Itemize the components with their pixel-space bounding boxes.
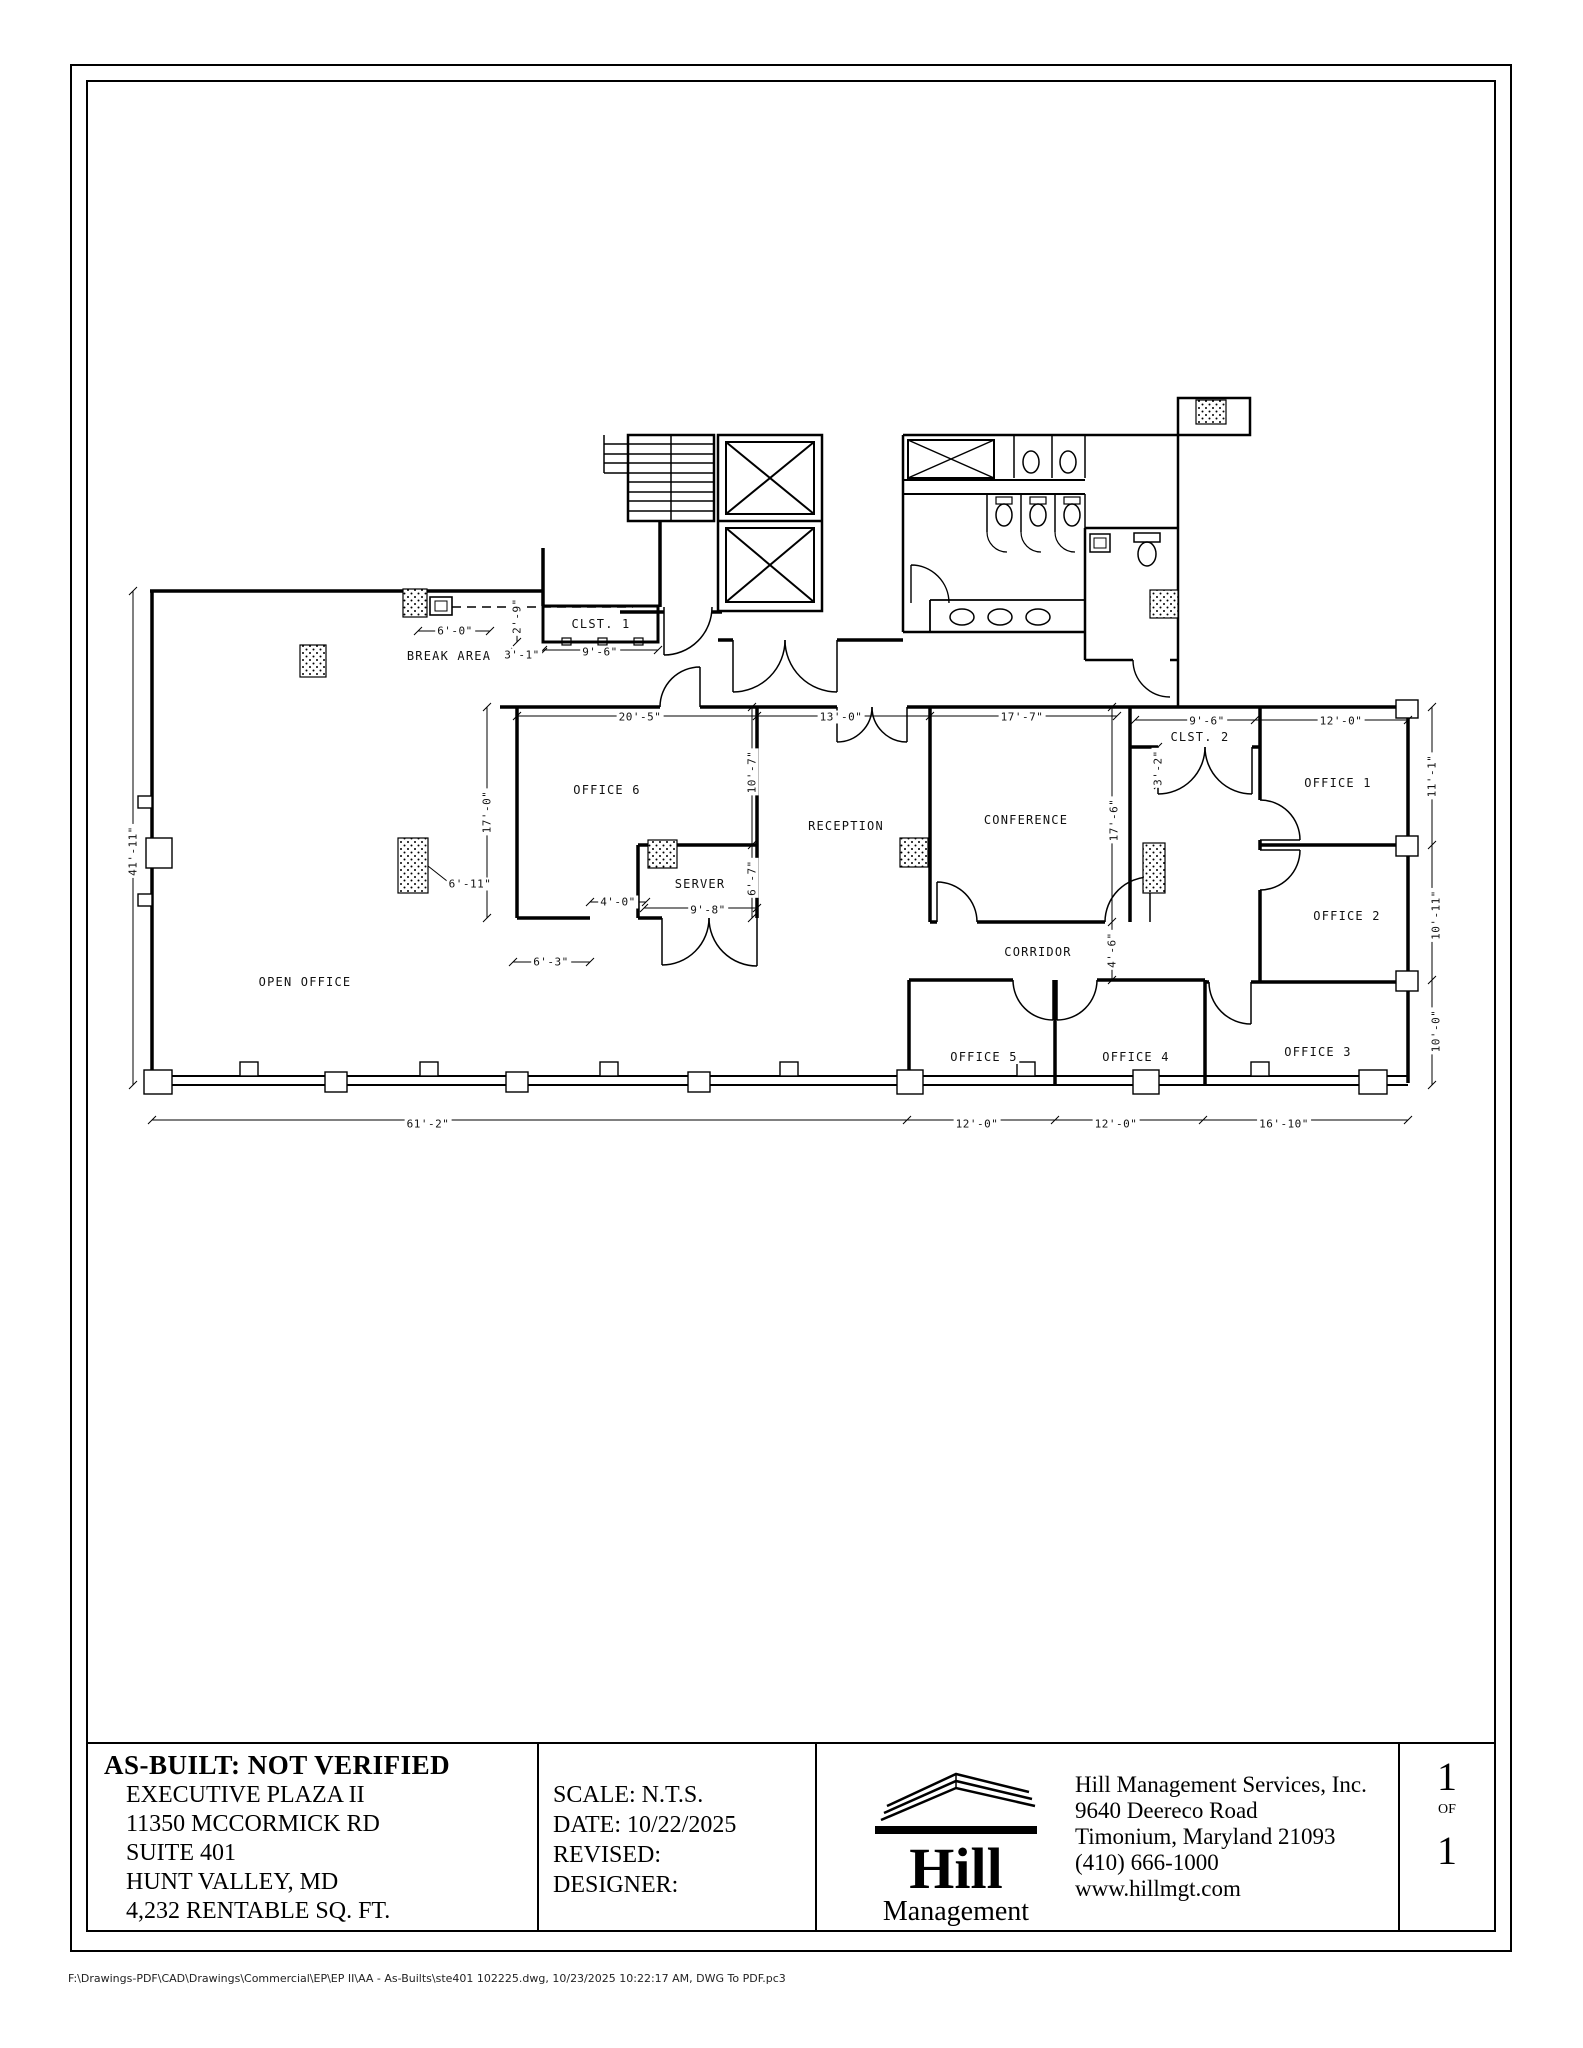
- suite-number: SUITE 401: [126, 1840, 236, 1866]
- room-label: CORRIDOR: [1004, 945, 1072, 959]
- dim-label: 4'-0": [600, 895, 636, 909]
- dim-label: 4'-6": [1105, 932, 1119, 968]
- room-label: OFFICE 2: [1313, 909, 1381, 923]
- dim-label: 11'-1": [1425, 754, 1439, 798]
- dim-label: 10'-11": [1429, 890, 1443, 940]
- revised-label: REVISED:: [553, 1842, 661, 1868]
- sheet-number: 1: [1437, 1754, 1457, 1799]
- stair-core: [604, 435, 714, 521]
- dim-label: 2'-9": [510, 598, 524, 634]
- dim-label: 17'-0": [480, 790, 494, 834]
- dim-label: 12'-0": [1319, 714, 1363, 728]
- room-label: BREAK AREA: [406, 649, 492, 663]
- company-address: 9640 Deereco Road: [1075, 1798, 1258, 1823]
- room-label: SERVER: [674, 877, 726, 891]
- dim-label: 17'-6": [1107, 798, 1121, 842]
- as-built-status: AS-BUILT: NOT VERIFIED: [104, 1750, 451, 1780]
- hill-management-logo: [853, 1750, 1063, 1928]
- title-block-company: [815, 1744, 1398, 1932]
- room-label: CONFERENCE: [983, 813, 1069, 827]
- sheet-number-block: [1398, 1744, 1494, 1932]
- designer-label: DESIGNER:: [553, 1872, 679, 1898]
- scale-label: SCALE: N.T.S.: [553, 1782, 704, 1808]
- restrooms: [903, 398, 1250, 707]
- room-label: OFFICE 3: [1284, 1045, 1352, 1059]
- dim-label: 41'-11": [126, 826, 140, 876]
- svg-text:Management: Management: [882, 1896, 1030, 1927]
- title-block-project: [86, 1744, 537, 1932]
- date-label: DATE: 10/22/2025: [553, 1812, 737, 1838]
- wall-columns: [138, 700, 1418, 1094]
- dim-label: 61'-2": [406, 1117, 450, 1131]
- dim-label: 10'-7": [745, 750, 759, 794]
- dim-label: 17'-7": [1000, 710, 1044, 724]
- dim-label: 3'-1": [504, 648, 540, 662]
- room-label: CLST. 2: [1170, 730, 1230, 744]
- plot-file-path: F:\Drawings-PDF\CAD\Drawings\Commercial\EP\EP II\AA - As-Builts\ste401 102225.dwg, 10/23/2025 10:22:17 AM, DWG To PDF.pc3: [68, 1972, 786, 1985]
- company-info: [1075, 1772, 1367, 1902]
- dim-label: 9'-6": [1189, 714, 1225, 728]
- dim-label: 10'-0": [1429, 1009, 1443, 1053]
- sheet-of-label: OF: [1438, 1802, 1456, 1817]
- walls: [150, 521, 1408, 1085]
- city-state: HUNT VALLEY, MD: [126, 1869, 339, 1895]
- columns-hatched: [300, 400, 1226, 893]
- dim-label: 12'-0": [955, 1117, 999, 1131]
- room-label: OFFICE 4: [1102, 1050, 1170, 1064]
- dim-label: 6'-3": [533, 955, 569, 969]
- dim-label: 6'-0": [437, 624, 473, 638]
- dim-label: 12'-0": [1094, 1117, 1138, 1131]
- title-block-meta: [537, 1744, 815, 1932]
- sheet-total: 1: [1437, 1828, 1457, 1873]
- building-name: EXECUTIVE PLAZA II: [126, 1782, 365, 1808]
- dim-label: 6'-7": [745, 860, 759, 896]
- company-phone: (410) 666-1000: [1075, 1850, 1219, 1875]
- room-label: OFFICE 6: [573, 783, 641, 797]
- street-address: 11350 MCCORMICK RD: [126, 1811, 380, 1837]
- company-city: Timonium, Maryland 21093: [1075, 1824, 1336, 1849]
- company-name: Hill Management Services, Inc.: [1075, 1772, 1367, 1797]
- room-label: OFFICE 5: [950, 1050, 1018, 1064]
- dim-label: 16'-10": [1259, 1117, 1309, 1131]
- room-label: CLST. 1: [571, 617, 631, 631]
- title-block: [86, 1742, 1494, 1932]
- dim-label: 3'-2": [1151, 750, 1165, 786]
- svg-text:Hill: Hill: [909, 1836, 1003, 1901]
- dim-label: 9'-6": [582, 645, 618, 659]
- dim-label: 9'-8": [690, 903, 726, 917]
- rentable-area: 4,232 RENTABLE SQ. FT.: [126, 1898, 391, 1924]
- room-label: OPEN OFFICE: [258, 975, 352, 989]
- elevator-core: [718, 435, 822, 611]
- dim-label: 6'-11": [448, 877, 492, 891]
- dim-label: 13'-0": [819, 710, 863, 724]
- company-website: www.hillmgt.com: [1075, 1876, 1241, 1901]
- room-label: OFFICE 1: [1304, 776, 1372, 790]
- room-label: RECEPTION: [808, 819, 884, 833]
- dim-label: 20'-5": [618, 710, 662, 724]
